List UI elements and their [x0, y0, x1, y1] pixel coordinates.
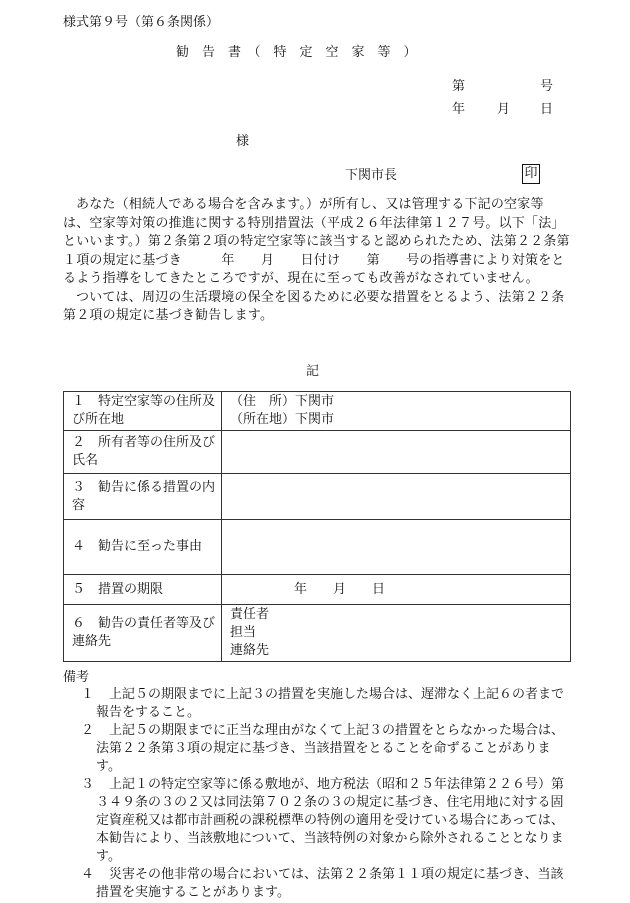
table-row: [64, 392, 571, 431]
document-date-line: [452, 101, 553, 119]
row-value: [222, 474, 571, 520]
seal-box: 印: [522, 164, 540, 184]
remark-number: １: [81, 687, 95, 702]
remark-item: [63, 776, 570, 866]
form-number: 様式第９号（第６条関係）: [63, 15, 220, 30]
body-text: [63, 196, 570, 326]
address-line: （住 所）下関市: [230, 394, 335, 409]
row-label: ３ 勧告に係る措置の内容: [64, 474, 222, 520]
table-row: [64, 520, 571, 575]
row-label: １ 特定空家等の住所及び所在地: [64, 392, 222, 431]
contact-staff: 担当: [230, 625, 257, 640]
row-value: [222, 431, 571, 474]
remark-number: ３: [81, 777, 95, 792]
document-number-line: [452, 78, 553, 96]
row-value: [222, 392, 571, 431]
body-paragraph-1: あなた（相続人である場合を含みます。）が所有し、又は管理する下記の空家等は、空家等対策の推進に関する特別措置法（平成２６年法律第１２７号。以下「法」といいます。）第２条第２項の特定空家等に該当すると認められたため、法第２２条第１項の規定に基づき 年 月 日付け 第 号の指導書により対策をとるよう指導をしてきたところですが、現在に至っても改善がなされていません。: [63, 197, 570, 286]
date-year: 年: [452, 102, 466, 117]
document-title: 勧 告 書 （ 特 定 空 家 等 ）: [176, 45, 417, 60]
date-day: 日: [540, 102, 554, 117]
remarks-list: [63, 686, 570, 902]
location-line: （所在地）下関市: [230, 412, 335, 427]
addressee-suffix: 様: [236, 134, 250, 149]
remark-text: 上記５の期限までに上記３の措置を実施した場合は、遅滞なく上記６の者まで報告をすること。: [96, 687, 565, 720]
sender-name: 下関市長: [345, 168, 398, 183]
remark-number: ２: [81, 723, 95, 738]
ki-heading: 記: [306, 364, 320, 379]
table-row: [64, 431, 571, 474]
remark-text: 上記５の期限までに正当な理由がなくて上記３の措置をとらなかった場合は、法第２２条第３項の規定に基づき、当該措置をとることを命ずることがあります。: [96, 723, 565, 774]
remark-item: [63, 686, 570, 722]
recommendation-table: [63, 391, 571, 662]
number-label: 第: [452, 79, 466, 94]
row-label: ５ 措置の期限: [64, 575, 222, 605]
contact-info: 連絡先: [230, 643, 270, 658]
row-label: ６ 勧告の責任者等及び連絡先: [64, 605, 222, 662]
number-suffix: 号: [540, 79, 554, 94]
body-paragraph-2: ついては、周辺の生活環境の保全を図るために必要な措置をとるよう、法第２２条第２項の規定に基づき勧告します。: [63, 289, 565, 323]
row-value: [222, 605, 571, 662]
remarks-heading: 備考: [63, 670, 90, 685]
date-month: 月: [497, 102, 511, 117]
remark-item: [63, 866, 570, 902]
contact-manager: 責任者: [230, 607, 270, 622]
row-label: ２ 所有者等の住所及び氏名: [64, 431, 222, 474]
table-row: [64, 605, 571, 662]
row-value: [222, 520, 571, 575]
table-row: [64, 575, 571, 605]
remark-text: 上記１の特定空家等に係る敷地が、地方税法（昭和２５年法律第２２６号）第３４９条の３の２又は同法第７０２条の３の規定に基づき、住宅用地に対する固定資産税又は都市計画税の課税標準の特例の適用を受けている場合にあっては、本勧告により、当該敷地について、当該特例の対象から除外されることとなります。: [96, 777, 565, 864]
row-value: 年 月 日: [222, 575, 571, 605]
row-label: ４ 勧告に至った事由: [64, 520, 222, 575]
remark-item: [63, 722, 570, 776]
table-row: [64, 474, 571, 520]
remark-text: 災害その他非常の場合においては、法第２２条第１１項の規定に基づき、当該措置を実施することがあります。: [96, 867, 564, 900]
remark-number: ４: [81, 867, 95, 882]
